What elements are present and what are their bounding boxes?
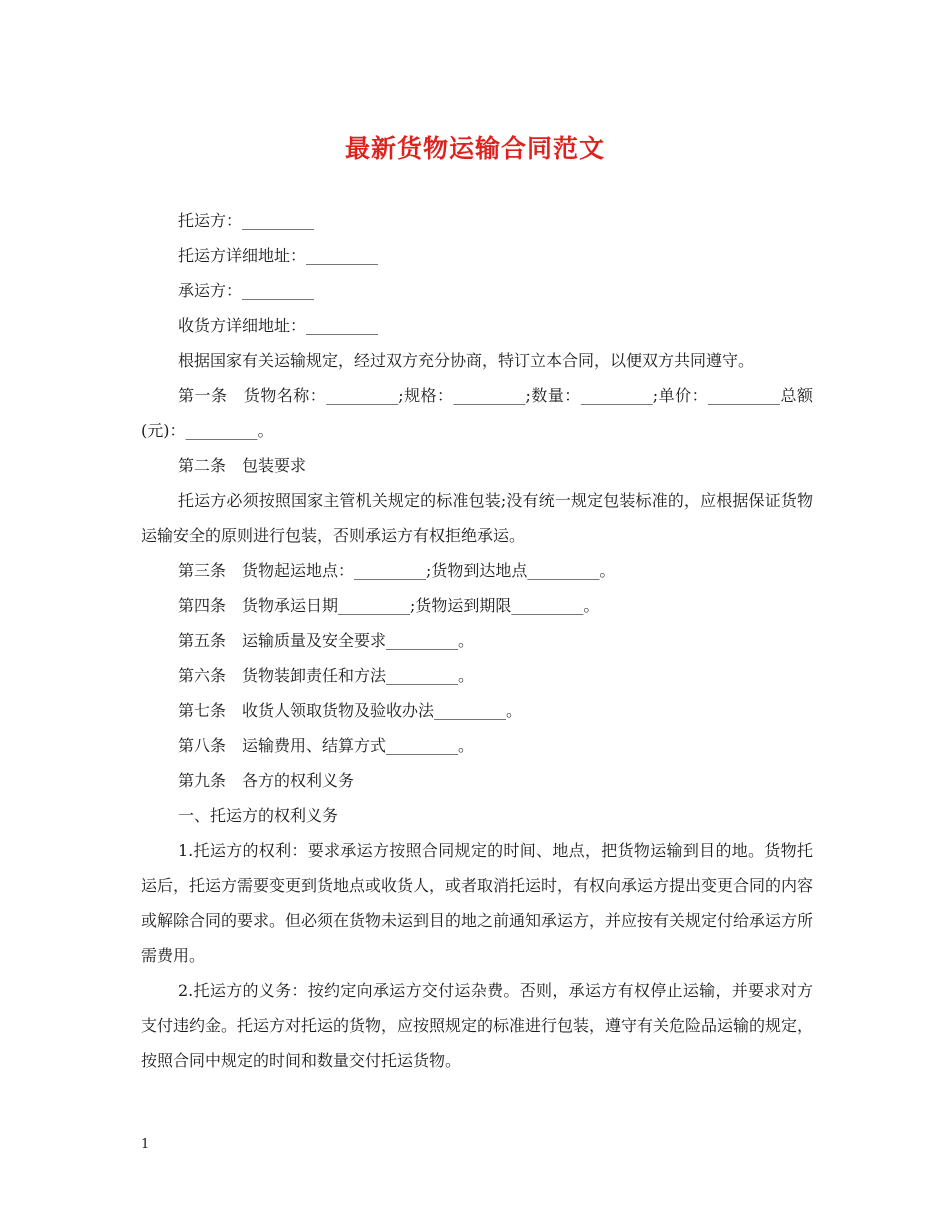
paragraph-article-9-heading: 第九条 各方的权利义务 <box>178 771 355 790</box>
paragraph-article-1: 第一条 货物名称：_________;规格：_________;数量：_________;单价：_________总额(元)：_________。 <box>141 386 813 440</box>
paragraph-carrier: 承运方：_________ <box>178 281 315 300</box>
paragraph-article-5: 第五条 运输质量及安全要求_________。 <box>178 631 475 650</box>
paragraph-article-4: 第四条 货物承运日期_________;货物运到期限_________。 <box>178 596 600 615</box>
document-body <box>141 203 813 1078</box>
paragraph-article-3: 第三条 货物起运地点：_________;货物到达地点_________。 <box>178 561 616 580</box>
paragraph-shipper: 托运方：_________ <box>178 211 315 230</box>
document-title: 最新货物运输合同范文 <box>344 134 605 163</box>
paragraph-article-8: 第八条 运输费用、结算方式_________。 <box>178 736 475 755</box>
paragraph-consignee-address: 收货方详细地址：_________ <box>178 316 379 335</box>
paragraph-article-2-heading: 第二条 包装要求 <box>178 456 307 475</box>
paragraph-shipper-rights: 1.托运方的权利：要求承运方按照合同规定的时间、地点，把货物运输到目的地。货物托运后，托运方需要变更到货地点或收货人，或者取消托运时，有权向承运方提出变更合同的内容或解除合同的要求。但必须在货物未运到目的地之前通知承运方，并应按有关规定付给承运方所需费用。 <box>141 841 814 965</box>
paragraph-shipper-obligations: 2.托运方的义务：按约定向承运方交付运杂费。否则，承运方有权停止运输，并要求对方支付违约金。托运方对托运的货物，应按照规定的标准进行包装，遵守有关危险品运输的规定，按照合同中规定的时间和数量交付托运货物。 <box>141 981 814 1070</box>
paragraph-shipper-address: 托运方详细地址：_________ <box>178 246 379 265</box>
paragraph-preamble: 根据国家有关运输规定，经过双方充分协商，特订立本合同，以便双方共同遵守。 <box>178 351 755 370</box>
paragraph-article-7: 第七条 收货人领取货物及验收办法_________。 <box>178 701 523 720</box>
paragraph-article-2-body: 托运方必须按照国家主管机关规定的标准包装;没有统一规定包装标准的，应根据保证货物运输安全的原则进行包装，否则承运方有权拒绝承运。 <box>141 491 813 545</box>
page-number: 1 <box>141 1137 150 1152</box>
paragraph-section-1-heading: 一、托运方的权利义务 <box>178 806 339 825</box>
paragraph-article-6: 第六条 货物装卸责任和方法_________。 <box>178 666 475 685</box>
